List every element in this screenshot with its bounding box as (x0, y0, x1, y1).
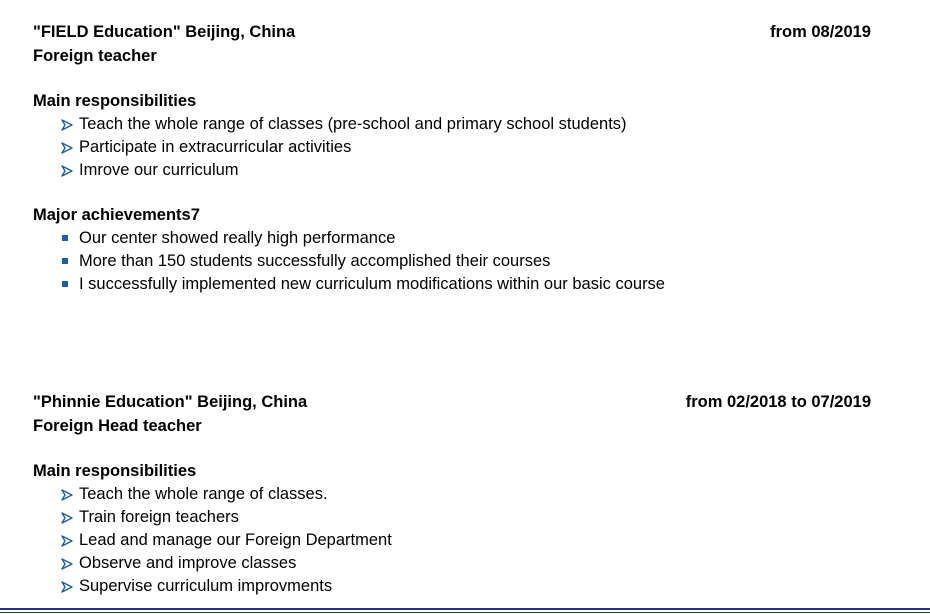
responsibilities-list (33, 483, 871, 598)
job-role: Foreign Head teacher (33, 417, 202, 435)
job-entry-field-education (33, 20, 871, 296)
list-item (33, 113, 871, 136)
list-item-text: Our center showed really high performance (79, 229, 396, 247)
list-item (33, 227, 871, 250)
arrow-bullet-icon (61, 558, 73, 570)
achievements-list (33, 227, 871, 296)
list-item-text: Observe and improve classes (79, 554, 297, 572)
list-item (33, 529, 871, 552)
job-role: Foreign teacher (33, 47, 157, 65)
footer-rule-thin (0, 612, 930, 613)
arrow-bullet-icon (61, 142, 73, 154)
list-item-text: More than 150 students successfully accomplished their courses (79, 252, 551, 270)
period: from 08/2019 (770, 23, 871, 41)
period: from 02/2018 to 07/2019 (685, 393, 871, 411)
arrow-bullet-icon (61, 489, 73, 501)
responsibilities-list (33, 113, 871, 182)
list-item-text: Imrove our curriculum (79, 161, 239, 179)
list-item-text: Train foreign teachers (79, 508, 239, 526)
list-item (33, 483, 871, 506)
list-item-text: Participate in extracurricular activities (79, 138, 352, 156)
responsibilities-title: Main responsibilities (33, 462, 197, 480)
list-item (33, 159, 871, 182)
arrow-bullet-icon (61, 165, 73, 177)
achievements-title: Major achievements7 (33, 206, 200, 224)
list-item (33, 273, 871, 296)
employer: "FIELD Education" Beijing, China (33, 23, 296, 41)
square-bullet-icon (62, 258, 68, 264)
footer-rule (0, 608, 930, 614)
list-item (33, 575, 871, 598)
arrow-bullet-icon (61, 581, 73, 593)
arrow-bullet-icon (61, 119, 73, 131)
square-bullet-icon (62, 281, 68, 287)
list-item-text: Teach the whole range of classes. (79, 485, 328, 503)
job-header (33, 20, 871, 44)
job-header (33, 390, 871, 414)
list-item-text: I successfully implemented new curriculum modifications within our basic course (79, 275, 665, 293)
square-bullet-icon (62, 235, 68, 241)
responsibilities-title: Main responsibilities (33, 92, 197, 110)
list-item (33, 506, 871, 529)
job-entry-phinnie-education (33, 390, 871, 598)
employer: "Phinnie Education" Beijing, China (33, 393, 308, 411)
list-item (33, 250, 871, 273)
list-item-text: Teach the whole range of classes (pre-school and primary school students) (79, 115, 627, 133)
arrow-bullet-icon (61, 535, 73, 547)
list-item (33, 136, 871, 159)
list-item (33, 552, 871, 575)
list-item-text: Lead and manage our Foreign Department (79, 531, 392, 549)
list-item-text: Supervise curriculum improvments (79, 577, 333, 595)
footer-rule-thick (0, 608, 930, 610)
arrow-bullet-icon (61, 512, 73, 524)
